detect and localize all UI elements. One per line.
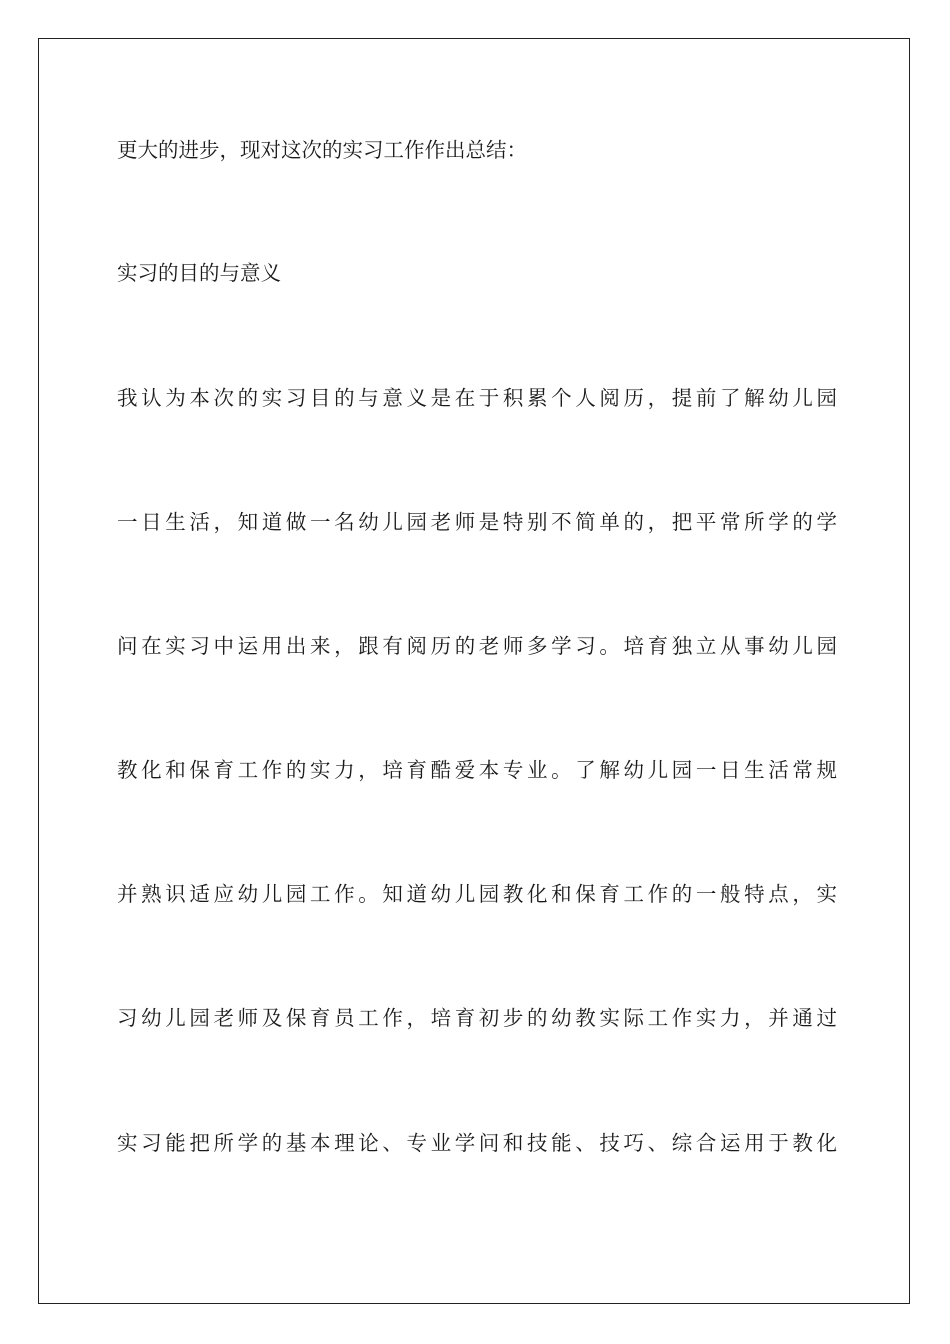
paragraph-line: 我认为本次的实习目的与意义是在于积累个人阅历，提前了解幼儿园 [117,386,837,410]
paragraph-line: 教化和保育工作的实力，培育酷爱本专业。了解幼儿园一日生活常规 [117,758,837,782]
paragraph-line: 实习能把所学的基本理论、专业学问和技能、技巧、综合运用于教化 [117,1131,837,1155]
paragraph-line: 更大的进步，现对这次的实习工作作出总结： [117,138,527,162]
page-frame [38,38,910,1304]
paragraph-line: 习幼儿园老师及保育员工作，培育初步的幼教实际工作实力，并通过 [117,1006,837,1030]
paragraph-line: 一日生活，知道做一名幼儿园老师是特别不简单的，把平常所学的学 [117,510,837,534]
paragraph-line: 问在实习中运用出来，跟有阅历的老师多学习。培育独立从事幼儿园 [117,634,837,658]
paragraph-line: 并熟识适应幼儿园工作。知道幼儿园教化和保育工作的一般特点，实 [117,882,837,906]
section-heading: 实习的目的与意义 [117,261,281,285]
